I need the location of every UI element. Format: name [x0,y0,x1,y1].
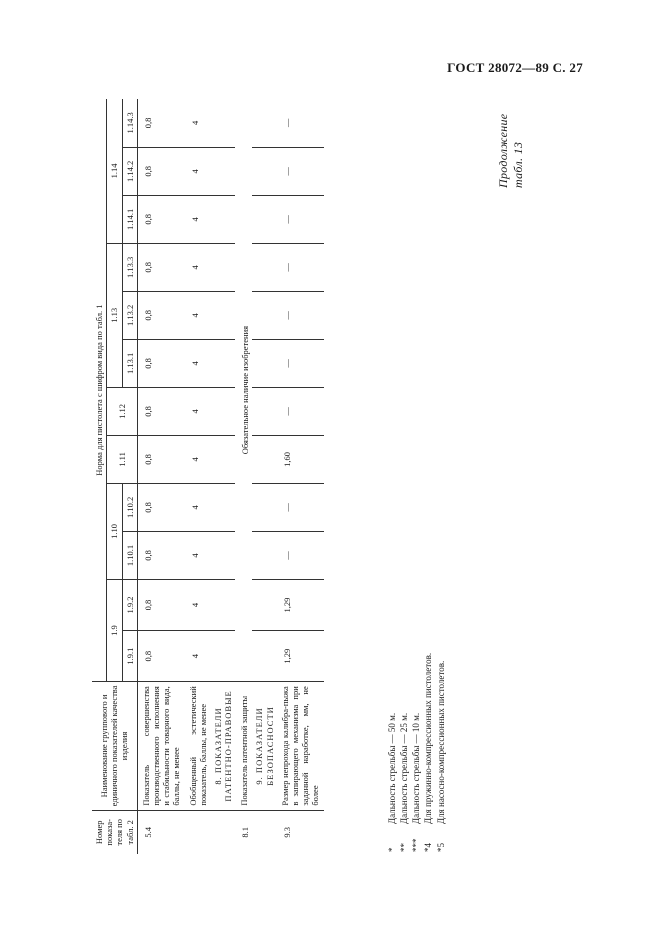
section-title: 9. ПОКАЗАТЕЛИ БЕЗОПАСНОСТИ [252,682,276,810]
value-cell: 0,8 [137,291,184,339]
value-cell: 0,8 [137,631,184,682]
sub-header: 1.14.2 [122,147,137,195]
norms-table [92,99,324,854]
value-cell: 4 [185,147,211,195]
value-cell: — [277,483,324,531]
footnote-mark: * [387,847,397,852]
section-row-9 [252,99,276,854]
group-header-1-11: 1.11 [107,435,138,483]
value-cell: 4 [185,483,211,531]
value-cell: 0,8 [137,195,184,243]
sub-header: 1.13.2 [122,291,137,339]
footnote-text: Дальность стрельбы — 50 м. [387,712,397,824]
continuation-note: Продолжение табл. 13 [496,113,525,188]
sub-header: 1.10.2 [122,483,137,531]
value-cell: 4 [185,243,211,291]
sub-header: 1.13.1 [122,339,137,387]
value-cell: 0,8 [137,483,184,531]
value-cell: — [277,387,324,435]
value-cell: 4 [185,579,211,630]
value-cell: — [277,339,324,387]
row-name: Размер непрохода калибра-пыжа в запирающего механизма при заданной наработке, мм, не более [277,682,324,810]
footnote [410,653,422,852]
sub-header: 1.14.1 [122,195,137,243]
value-cell: 0,8 [137,147,184,195]
value-cell: 4 [185,531,211,579]
footnote-mark: *5 [435,843,446,852]
value-cell: 4 [185,387,211,435]
col-number-header: Номер показа-теля по табл. 2 [92,810,137,854]
footnote-text: Дальность стрельбы — 10 м. [411,712,422,824]
group-header-1-12: 1.12 [107,387,138,435]
value-cell: 0,8 [137,243,184,291]
page-header: ГОСТ 28072—89 С. 27 [447,60,583,75]
value-cell: 0,8 [142,117,153,129]
value-cell: — [277,243,324,291]
rotated-table-page [0,96,540,936]
value-cell: 0,8 [137,339,184,387]
value-cell: 0,8 [137,387,184,435]
value-cell: 4 [185,195,211,243]
row-number: 9.3 [277,810,324,854]
value-cell: 1,29 [277,579,324,630]
sub-header: 1.10.1 [122,531,137,579]
group-header-1-13: 1.13 [107,243,122,387]
value-cell: 1,60 [277,435,324,483]
value-cell: — [277,291,324,339]
footnote-text: Для насосно-компрессионных пистолетов. [435,660,446,824]
value-cell: 1,29 [277,631,324,682]
footnote [386,653,398,852]
footnote [398,653,410,852]
section-row-8 [211,99,235,854]
value-cell: 4 [185,339,211,387]
table-row-5-4b [185,99,211,854]
footnote-text: Для пружинно-компрессионных пистолетов. [423,652,434,824]
footnote-text: Дальность стрельбы — 25 м. [399,712,410,824]
footnote [435,653,447,852]
value-cell: 4 [185,631,211,682]
value-cell: — [277,147,324,195]
value-cell: 4 [185,291,211,339]
value-cell: 0,8 [137,435,184,483]
merged-value-cell: Обязательное наличие изобретения [240,325,251,455]
sub-header: 1.13.3 [122,243,137,291]
value-cell: — [281,118,292,128]
group-header-1-10: 1.10 [107,483,122,579]
value-cell: — [277,531,324,579]
group-header-1-14: 1.14 [107,99,122,243]
sub-header: 1.14.3 [122,99,137,147]
footnote [422,653,434,852]
col-name-header: Наименование группового и единичного показателей качества изделия [92,682,137,810]
value-cell: 4 [189,120,200,126]
row-name: Показатель совершенства производственного исполнения и стабильности товарного вида, баллы, не менее [137,682,184,810]
sub-header: 1.9.2 [122,579,137,630]
footnotes [386,653,447,852]
table-row-5-4 [137,99,184,854]
group-header-1-9: 1.9 [107,579,122,681]
row-name: Обобщенный эстетический показатель, баллы, не менее [185,682,211,810]
table-row-9-3 [277,99,324,854]
value-cell: 0,8 [137,579,184,630]
row-number: 8.1 [235,810,252,854]
sub-header: 1.9.1 [122,631,137,682]
norm-header: Норма для пистолета с шифром вида по табл. 1 [92,99,107,682]
section-title: 8. ПОКАЗАТЕЛИ ПАТЕНТНО-ПРАВОВЫЕ [211,682,235,810]
footnote-mark: ** [399,843,410,852]
footnote-mark: *** [411,838,422,852]
footnote-mark: *4 [423,843,434,852]
value-cell: 0,8 [137,531,184,579]
value-cell: 4 [185,435,211,483]
row-name: Показатель патентной защиты [235,682,252,810]
value-cell: — [277,195,324,243]
table-row-8-1 [235,99,252,854]
row-number: 5.4 [137,810,211,854]
